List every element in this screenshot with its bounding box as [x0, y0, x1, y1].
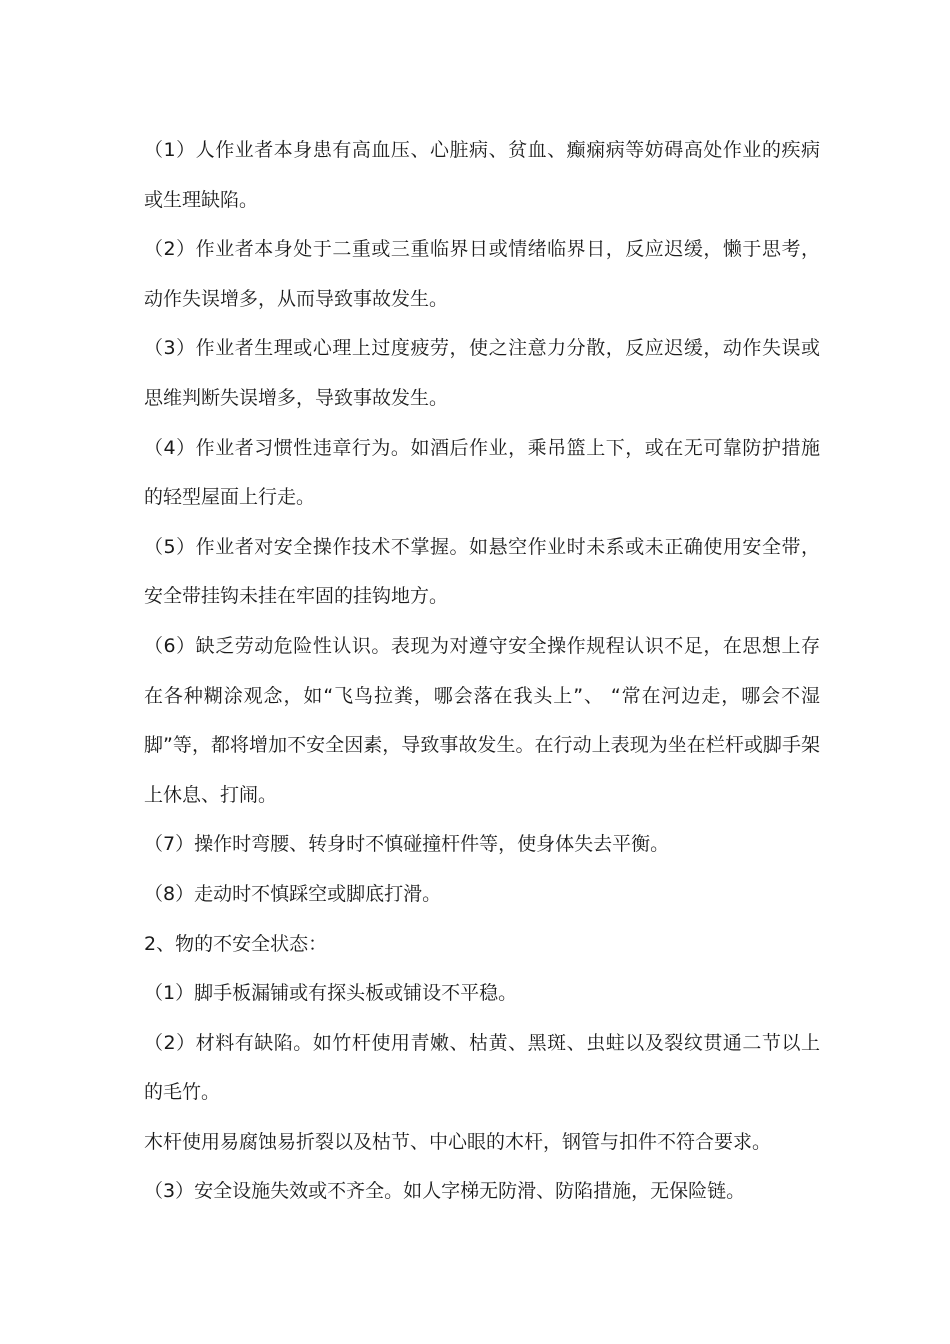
paragraph-2-2-continued: 木杆使用易腐蚀易折裂以及枯节、中心眼的木杆，钢管与扣件不符合要求。: [144, 1130, 772, 1153]
paragraph-1-6: （6）缺乏劳动危险性认识。表现为对遵守安全操作规程认识不足，在思想上存在各种糊涂观念，如“飞鸟拉粪，哪会落在我头上”、 “常在河边走，哪会不湿脚”等，都将增加不安全因素，导致事故发生。在行动上表现为坐在栏杆或脚手架上休息、打闹。: [144, 634, 820, 806]
paragraph-2-2: （2）材料有缺陷。如竹杆使用青嫩、枯黄、黑斑、虫蛀以及裂纹贯通二节以上的毛竹。: [144, 1031, 820, 1104]
document-body: [144, 126, 820, 1217]
paragraph-1-7: （7）操作时弯腰、转身时不慎碰撞杆件等，使身体失去平衡。: [144, 833, 670, 856]
paragraph-1-1: （1）人作业者本身患有高血压、心脏病、贫血、癫痫病等妨碍高处作业的疾病或生理缺陷。: [144, 139, 820, 211]
paragraph-1-5: （5）作业者对安全操作技术不掌握。如悬空作业时未系或未正确使用安全带，安全带挂钩未挂在牢固的挂钩地方。: [144, 535, 820, 608]
paragraph-2-1: （1）脚手板漏铺或有探头板或铺设不平稳。: [144, 982, 518, 1005]
section-heading-2: 2、物的不安全状态：: [144, 932, 328, 955]
paragraph-2-3: （3）安全设施失效或不齐全。如人字梯无防滑、防陷措施，无保险链。: [144, 1180, 746, 1203]
paragraph-1-2: （2）作业者本身处于二重或三重临界日或情绪临界日，反应迟缓，懒于思考，动作失误增多，从而导致事故发生。: [144, 238, 820, 310]
paragraph-1-3: （3）作业者生理或心理上过度疲劳，使之注意力分散，反应迟缓，动作失误或思维判断失误增多，导致事故发生。: [144, 337, 820, 409]
paragraph-1-4: （4）作业者习惯性违章行为。如酒后作业，乘吊篮上下，或在无可靠防护措施的轻型屋面上行走。: [144, 436, 820, 509]
paragraph-1-8: （8）走动时不慎踩空或脚底打滑。: [144, 882, 442, 905]
